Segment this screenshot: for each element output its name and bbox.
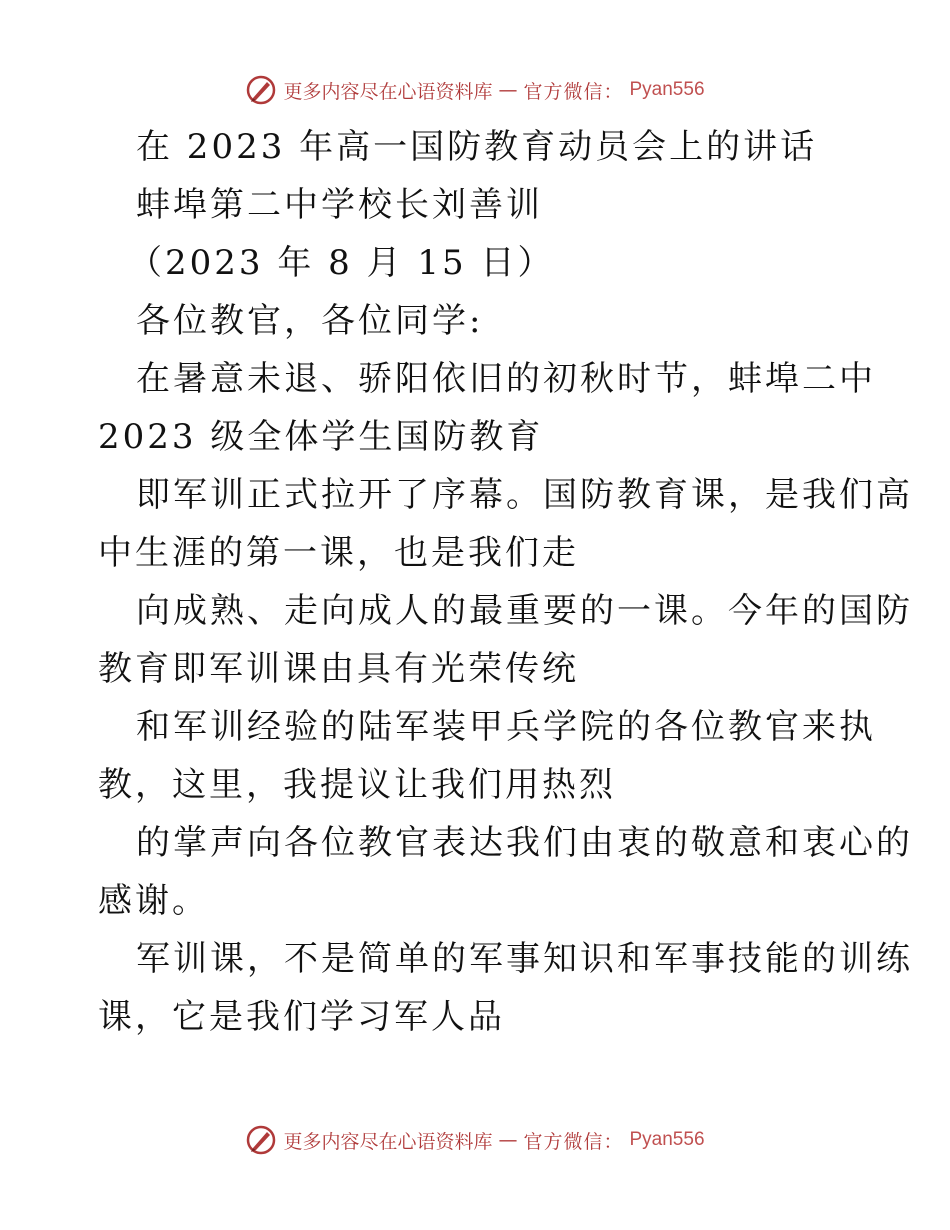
banner-dash: — <box>498 1129 518 1151</box>
pen-logo-icon <box>245 74 277 106</box>
header-watermark-banner <box>0 70 950 110</box>
salutation: 各位教官，各位同学: <box>136 301 484 341</box>
paragraph-line: 向成熟、走向成人的最重要的一课。今年的国防 <box>136 591 913 631</box>
date-line: （2023 年 8 月 15 日） <box>128 243 555 283</box>
banner-wechat-id: Pyan556 <box>629 79 705 100</box>
paragraph-line: 课，它是我们学习军人品 <box>98 997 505 1037</box>
banner-site-text: 更多内容尽在心语资料库 <box>283 1130 493 1153</box>
paragraph-line: 和军训经验的陆军装甲兵学院的各位教官来执 <box>136 707 876 747</box>
paragraph-line: 教育即军训课由具有光荣传统 <box>98 649 579 689</box>
paragraph-line: 感谢。 <box>98 881 209 921</box>
banner-wechat-label: 官方微信： <box>523 80 624 103</box>
paragraph-line: 中生涯的第一课，也是我们走 <box>98 533 579 573</box>
paragraph-line: 军训课，不是简单的军事知识和军事技能的训练 <box>136 939 913 979</box>
footer-watermark-banner <box>0 1120 950 1160</box>
paragraph-line: 的掌声向各位教官表达我们由衷的敬意和衷心的 <box>136 823 913 863</box>
document-body <box>98 118 913 1046</box>
paragraph-line: 在暑意未退、骄阳依旧的初秋时节，蚌埠二中 <box>136 359 876 399</box>
paragraph-line: 教，这里，我提议让我们用热烈 <box>98 765 616 805</box>
banner-dash: — <box>498 79 518 101</box>
banner-wechat-id: Pyan556 <box>629 1129 705 1150</box>
banner-wechat-label: 官方微信： <box>523 1130 624 1153</box>
paragraph-line: 2023 级全体学生国防教育 <box>98 417 544 457</box>
paragraph-line: 即军训正式拉开了序幕。国防教育课，是我们高 <box>136 475 913 515</box>
speaker-line: 蚌埠第二中学校长刘善训 <box>136 185 543 225</box>
banner-site-text: 更多内容尽在心语资料库 <box>283 80 493 103</box>
pen-logo-icon <box>245 1124 277 1156</box>
document-title: 在 2023 年高一国防教育动员会上的讲话 <box>136 127 818 167</box>
